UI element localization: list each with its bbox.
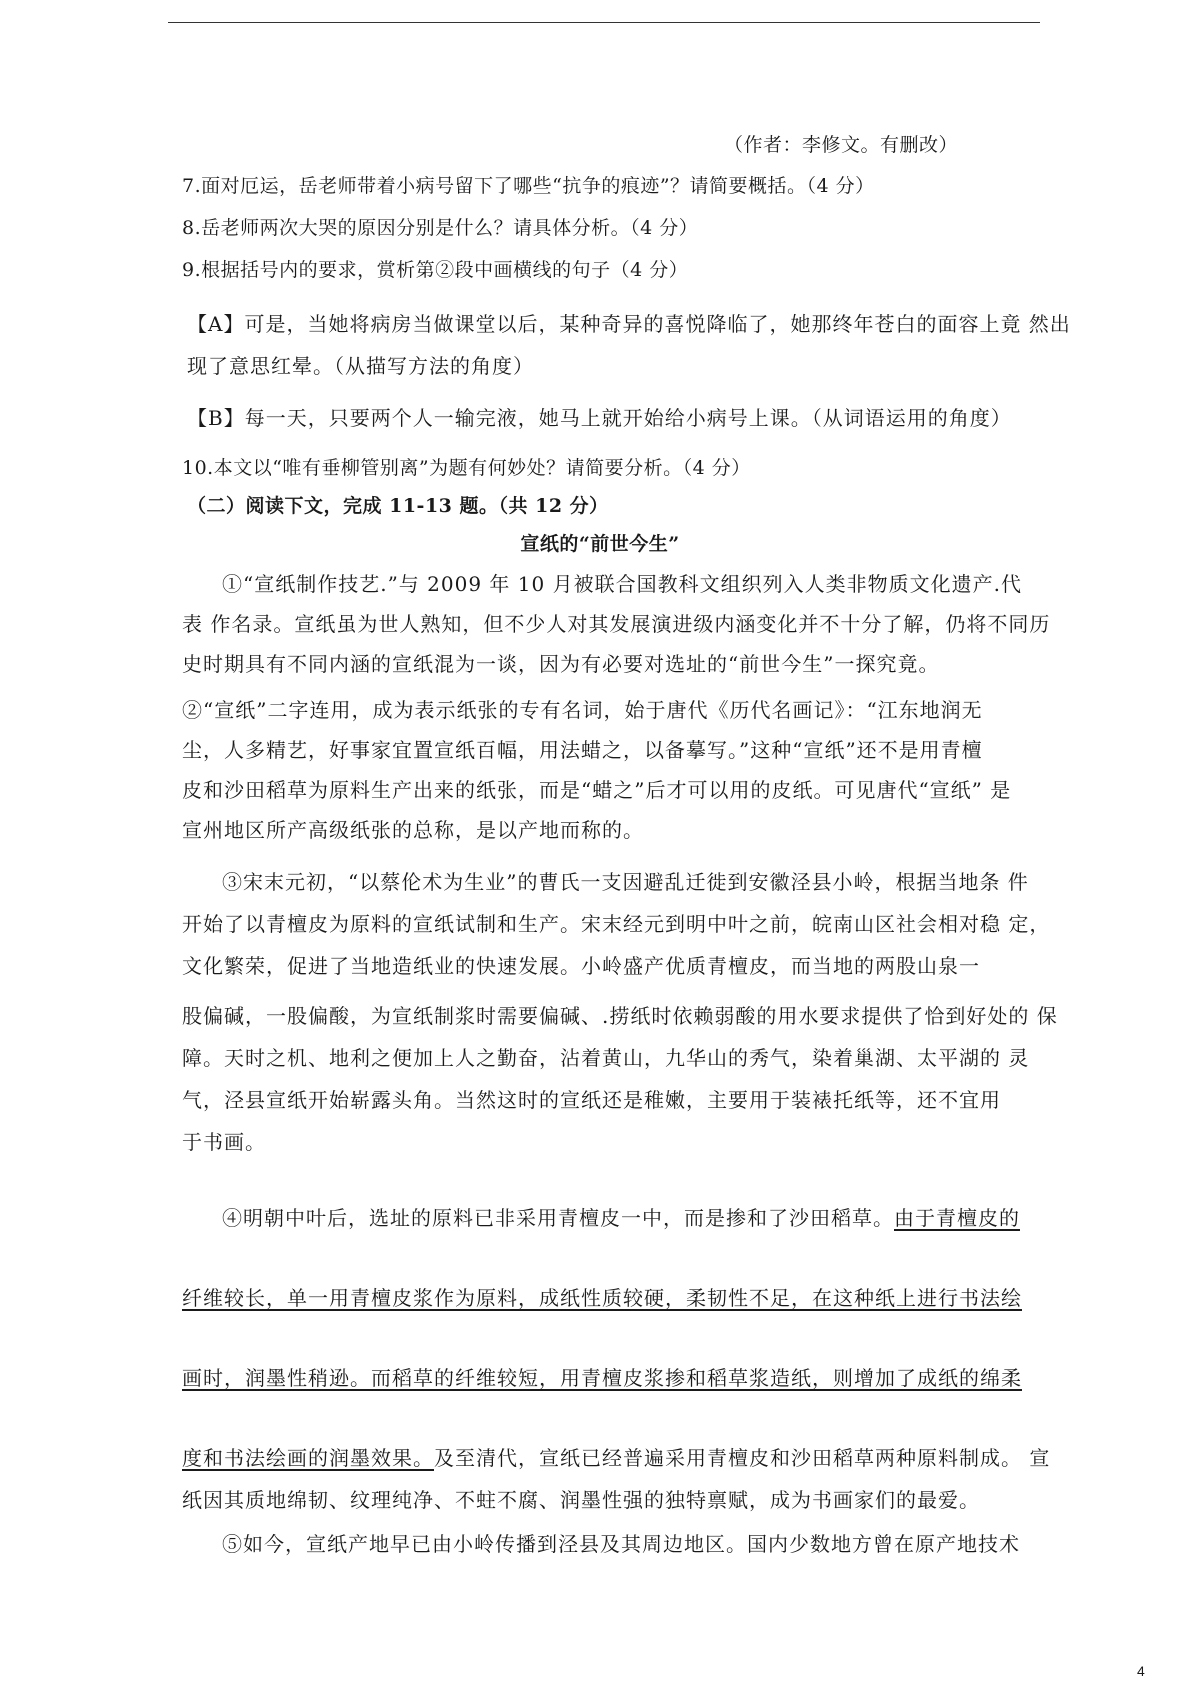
para3-line2: 开始了以青檀皮为原料的宣纸试制和生产。宋末经元到明中叶之前，皖南山区社会相对稳 定， (182, 912, 1051, 936)
underlined-sentence-start: 由于青檀皮的 (894, 1206, 1020, 1230)
question-8: 8.岳老师两次大哭的原因分别是什么？请具体分析。（4 分） (182, 217, 699, 239)
para2-line1: ②“宣纸”二字连用，成为表示纸张的专有名词，始于唐代《历代名画记》：“江东地润无 (182, 698, 983, 722)
para4-line4 (182, 1446, 1050, 1470)
header-rule (168, 22, 1040, 23)
para3-line1: ③宋末元初，“以蔡伦术为生业”的曹氏一支因避乱迁徙到安徽泾县小岭，根据当地条 件 (222, 870, 1029, 894)
para4-line2-underlined: 纤维较长，单一用青檀皮浆作为原料，成纸性质较硬，柔韧性不足，在这种纸上进行书法绘 (182, 1286, 1022, 1310)
question-9a-line2: 现了意思红晕。（从描写方法的角度） (187, 354, 534, 378)
page-number: 4 (1137, 1663, 1145, 1679)
question-9b: 【B】每一天，只要两个人一输完液，她马上就开始给小病号上课。（从词语运用的角度） (187, 406, 1012, 430)
para3-line4: 股偏碱，一股偏酸，为宣纸制浆时需要偏碱、.捞纸时依赖弱酸的用水要求提供了恰到好处的 保 (182, 1004, 1058, 1028)
para2-line4: 宣州地区所产高级纸张的总称，是以产地而称的。 (182, 818, 644, 842)
para4-line1 (222, 1206, 1020, 1230)
question-10: 10.本文以“唯有垂柳管别离”为题有何妙处？请简要分析。（4 分） (182, 457, 751, 479)
article-title: 宣纸的“前世今生” (520, 533, 680, 555)
para1-line2: 表 作名录。宣纸虽为世人熟知，但不少人对其发展演进级内涵变化并不十分了解，仍将不同历 (182, 612, 1051, 636)
para4-line1-text: ④明朝中叶后，选址的原料已非采用青檀皮一中，而是掺和了沙田稻草。 (222, 1206, 894, 1230)
para2-line3: 皮和沙田稻草为原料生产出来的纸张，而是“蜡之”后才可以用的皮纸。可见唐代“宣纸” 是 (182, 778, 1012, 802)
para3-line6: 气，泾县宣纸开始崭露头角。当然这时的宣纸还是稚嫩，主要用于装裱托纸等，还不宜用 (182, 1088, 1001, 1112)
para4-line4-text: 及至清代，宣纸已经普遍采用青檀皮和沙田稻草两种原料制成。 宣 (434, 1446, 1051, 1470)
section-two-heading: （二）阅读下文，完成 11-13 题。（共 12 分） (187, 495, 609, 517)
para2-line2: 尘，人多精艺，好事家宜置宣纸百幅，用法蜡之，以备摹写。”这种“宣纸”还不是用青檀 (182, 738, 983, 762)
para3-line3: 文化繁荣，促进了当地造纸业的快速发展。小岭盛产优质青檀皮，而当地的两股山泉一 (182, 954, 980, 978)
para1-line1: ①“宣纸制作技艺.”与 2009 年 10 月被联合国教科文组织列入人类非物质文化遗产.代 (222, 572, 1022, 596)
para5-line1: ⑤如今，宣纸产地早已由小岭传播到泾县及其周边地区。国内少数地方曾在原产地技术 (222, 1532, 1020, 1556)
para4-line3-underlined: 画时，润墨性稍逊。而稻草的纤维较短，用青檀皮浆掺和稻草浆造纸，则增加了成纸的绵柔 (182, 1366, 1022, 1390)
para3-line7: 于书画。 (182, 1130, 266, 1154)
question-9: 9.根据括号内的要求，赏析第②段中画横线的句子（4 分） (182, 259, 689, 281)
para3-line5: 障。天时之机、地利之便加上人之勤奋，沾着黄山，九华山的秀气，染着巢湖、太平湖的 灵 (182, 1046, 1030, 1070)
question-9a-line1: 【A】可是，当她将病房当做课堂以后，某种奇异的喜悦降临了，她那终年苍白的面容上竟 然出 (187, 312, 1071, 336)
author-line: （作者：李修文。有删改） (724, 134, 959, 156)
question-7: 7.面对厄运，岳老师带着小病号留下了哪些“抗争的痕迹”？请简要概括。（4 分） (182, 175, 875, 197)
para1-line3: 史时期具有不同内涵的宣纸混为一谈，因为有必要对选址的“前世今生”一探究竟。 (182, 652, 940, 676)
underlined-sentence-end: 度和书法绘画的润墨效果。 (182, 1446, 434, 1470)
para4-line5: 纸因其质地绵韧、纹理纯净、不蛀不腐、润墨性强的独特禀赋，成为书画家们的最爱。 (182, 1488, 980, 1512)
